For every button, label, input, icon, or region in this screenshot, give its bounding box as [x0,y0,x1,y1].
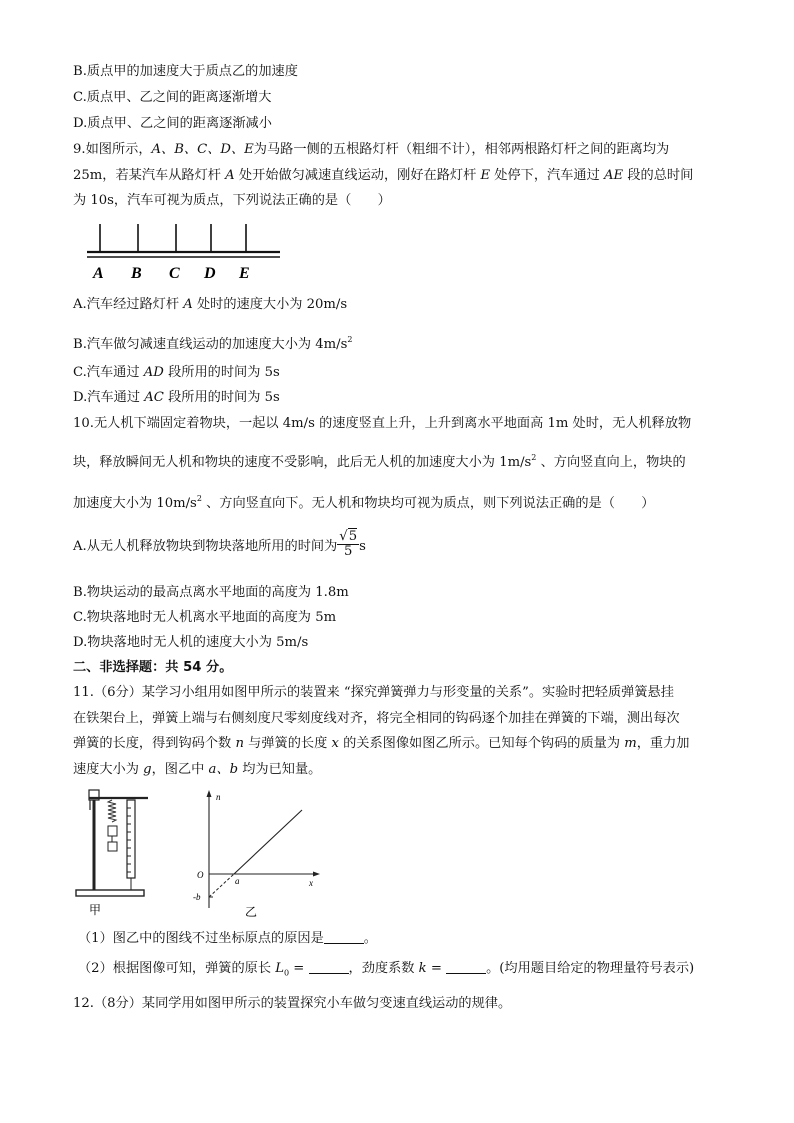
q11-stem-line3: 弹簧的长度，得到钩码个数 n 与弹簧的长度 x 的关系图像如图乙所示。已知每个钩码的质量为 m，重力加 [73,736,690,751]
svg-text:x: x [309,878,313,888]
answer-blank-3[interactable] [446,961,486,974]
graph-solid-line [234,810,302,874]
q12-stem-line1: 12.（8分）某同学用如图甲所示的装置探究小车做匀变速直线运动的规律。 [73,996,512,1011]
fig-yi-caption: 乙 [245,905,258,919]
q8-option-d: D.质点甲、乙之间的距离逐渐减小 [73,116,272,131]
ruler-icon [127,800,135,878]
q11-sub1: （1）图乙中的图线不过坐标原点的原因是 。 [78,931,377,946]
q9-stem-line3: 为 10s，汽车可视为质点，下列说法正确的是（ ） [73,193,391,208]
q9-stem-line2: 25m，若某汽车从路灯杆 A 处开始做匀减速直线运动，刚好在路灯杆 E 处停下，汽车通过 AE 段的总时间 [73,168,694,183]
q11-stem-line4: 速度大小为 g，图乙中 a、b 均为已知量。 [73,762,322,777]
svg-text:n: n [216,792,221,802]
q11-stem-line2: 在铁架台上，弹簧上端与右侧刻度尺零刻度线对齐，将完全相同的钩码逐个加挂在弹簧的下端，测出每次 [73,711,680,726]
q8-option-c: C.质点甲、乙之间的距离逐渐增大 [73,90,272,105]
q10-stem-line3: 加速度大小为 $10m/s^2$ 、方向竖直向下。无人机和物块均可视为质点，则下列说法正确的是（ ） [73,494,655,511]
svg-text:O: O [197,870,204,880]
svg-text:a: a [235,876,240,886]
q10-option-c: C.物块落地时无人机离水平地面的高度为 5m [73,610,337,625]
label-c: C [169,265,180,282]
q8-option-b: B.质点甲的加速度大于质点乙的加速度 [73,64,298,79]
q9-option-c: C.汽车通过 AD 段所用的时间为 5s [73,365,280,380]
answer-blank-2[interactable] [309,961,349,974]
fraction-sqrt5-over-5: $\frac{√5}{5}$ [339,529,358,559]
q9-option-b: B.汽车做匀减速直线运动的加速度大小为 $4m/s^2$ [73,335,353,352]
graph-dashed-segment [209,874,234,897]
q10-option-b: B.物块运动的最高点离水平地面的高度为 1.8m [73,585,349,600]
q11-sub2: （2）根据图像可知，弹簧的原长 $L_0$ = ，劲度系数 k = 。(均用题目给定的物理量符号表示) [78,961,695,978]
q9-lamp-post-figure [85,222,285,286]
q9-option-d: D.汽车通过 AC 段所用的时间为 5s [73,390,280,405]
q11-figure-jia-apparatus [72,786,162,921]
section-2-heading: 二、非选择题：共 54 分。 [73,660,233,675]
label-a: A [93,265,104,282]
q11-figure-yi-graph [185,788,325,923]
label-e: E [239,265,250,282]
q10-option-d: D.物块落地时无人机的速度大小为 5m/s [73,635,309,650]
q10-option-a: A.从无人机释放物块到物块落地所用的时间为 $\frac{√5}{5}$ s [73,529,366,559]
label-d: D [204,265,216,282]
q10-stem-line1: 10.无人机下端固定着物块，一起以 4m/s 的速度竖直上升，上升到离水平地面高 1m 处时，无人机释放物 [73,416,692,431]
answer-blank-1[interactable] [324,931,364,944]
q9-option-a: A.汽车经过路灯杆 A 处时的速度大小为 20m/s [73,297,348,312]
fig-jia-caption: 甲 [89,903,102,917]
q11-stem-line1: 11.（6分）某学习小组用如图甲所示的装置来 “探究弹簧弹力与形变量的关系”。实验时把轻质弹簧悬挂 [73,685,674,700]
label-b: B [131,265,142,282]
svg-text:-b: -b [193,892,201,902]
hook-weight [108,826,117,836]
q10-stem-line2: 块，释放瞬间无人机和物块的速度不受影响，此后无人机的加速度大小为 $1m/s^2$ 、方向竖直向上，物块的 [73,453,686,470]
q9-stem-line1: 9.如图所示，A、B、C、D、E为马路一侧的五根路灯杆（粗细不计），相邻两根路灯杆之间的距离均为 [73,142,670,157]
spring-icon [108,800,116,822]
